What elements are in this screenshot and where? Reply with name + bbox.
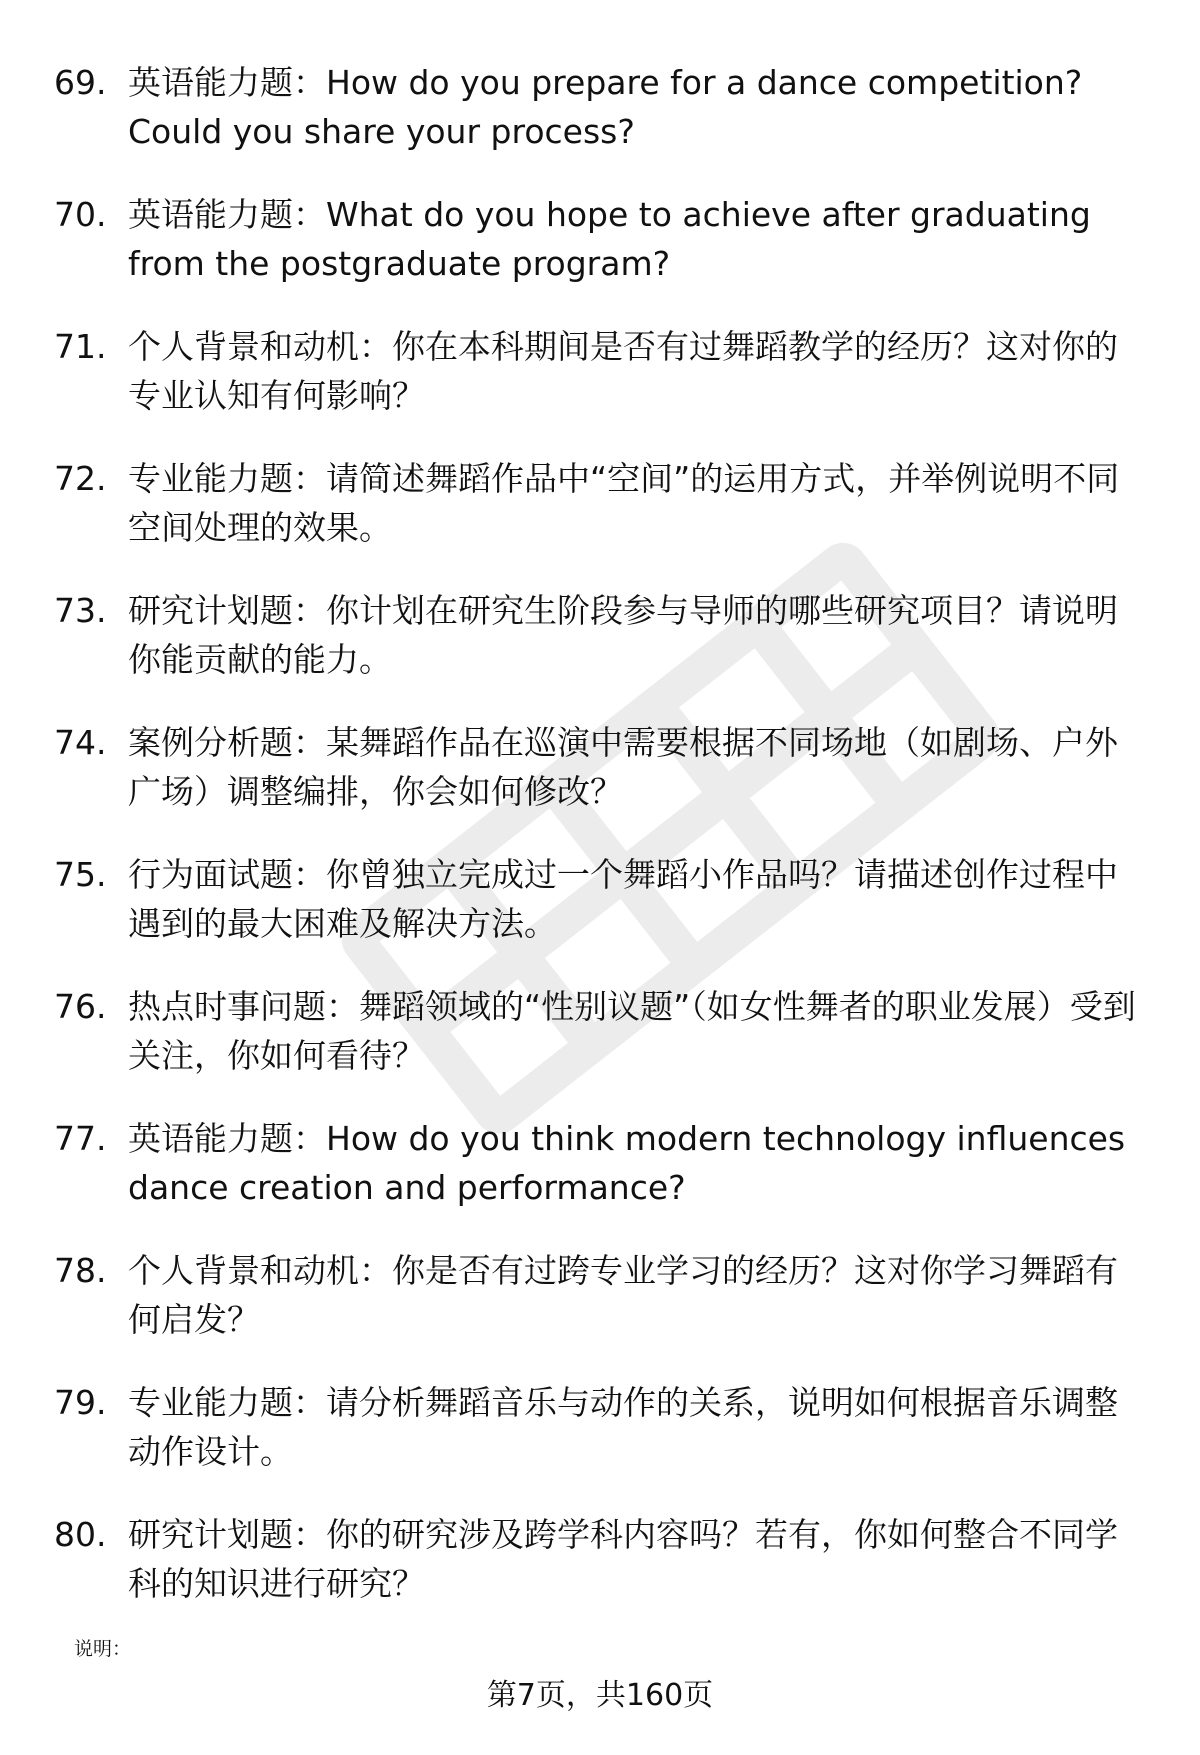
note-label: 说明： (74, 1638, 132, 1660)
question-number: 75. (54, 855, 107, 894)
question-text: 案例分析题：某舞蹈作品在巡演中需要根据不同场地（如剧场、户外广场）调整编排，你会如何修改？ (128, 723, 1118, 811)
question-number: 74. (54, 723, 107, 762)
question-text: 行为面试题：你曾独立完成过一个舞蹈小作品吗？请描述创作过程中遇到的最大困难及解决方法。 (128, 855, 1118, 943)
question-number: 73. (54, 591, 107, 630)
question-text: 英语能力题：What do you hope to achieve after graduating from the postgraduate program? (128, 195, 1091, 283)
question-text: 英语能力题：How do you think modern technology influences dance creation and performance? (128, 1119, 1126, 1207)
question-number: 72. (54, 459, 107, 498)
question-item-73 (54, 586, 1154, 718)
question-text: 个人背景和动机：你在本科期间是否有过舞蹈教学的经历？这对你的专业认知有何影响？ (128, 327, 1118, 415)
question-item-76 (54, 982, 1154, 1114)
question-number: 80. (54, 1515, 107, 1554)
question-number: 76. (54, 987, 107, 1026)
question-item-69 (54, 58, 1154, 190)
question-text: 研究计划题：你的研究涉及跨学科内容吗？若有，你如何整合不同学科的知识进行研究？ (128, 1515, 1118, 1603)
question-number: 71. (54, 327, 107, 366)
question-text: 个人背景和动机：你是否有过跨专业学习的经历？这对你学习舞蹈有何启发？ (128, 1251, 1118, 1339)
question-item-78 (54, 1246, 1154, 1378)
question-item-75 (54, 850, 1154, 982)
question-text: 专业能力题：请简述舞蹈作品中“空间”的运用方式，并举例说明不同空间处理的效果。 (128, 459, 1120, 547)
question-text: 研究计划题：你计划在研究生阶段参与导师的哪些研究项目？请说明你能贡献的能力。 (128, 591, 1118, 679)
question-number: 79. (54, 1383, 107, 1422)
question-text: 热点时事问题：舞蹈领域的“性别议题”（如女性舞者的职业发展）受到关注，你如何看待？ (128, 987, 1136, 1075)
question-number: 77. (54, 1119, 107, 1158)
question-item-74 (54, 718, 1154, 850)
question-item-79 (54, 1378, 1154, 1510)
question-item-80 (54, 1510, 1154, 1642)
question-item-71 (54, 322, 1154, 454)
question-text: 英语能力题：How do you prepare for a dance competition? Could you share your process? (128, 63, 1083, 151)
page-footer: 第7页，共160页 (486, 1678, 714, 1713)
question-number: 69. (54, 63, 107, 102)
question-number: 78. (54, 1251, 107, 1290)
question-item-70 (54, 190, 1154, 322)
question-list (54, 58, 1154, 1642)
question-number: 70. (54, 195, 107, 234)
question-item-72 (54, 454, 1154, 586)
question-item-77 (54, 1114, 1154, 1246)
question-text: 专业能力题：请分析舞蹈音乐与动作的关系，说明如何根据音乐调整动作设计。 (128, 1383, 1118, 1471)
